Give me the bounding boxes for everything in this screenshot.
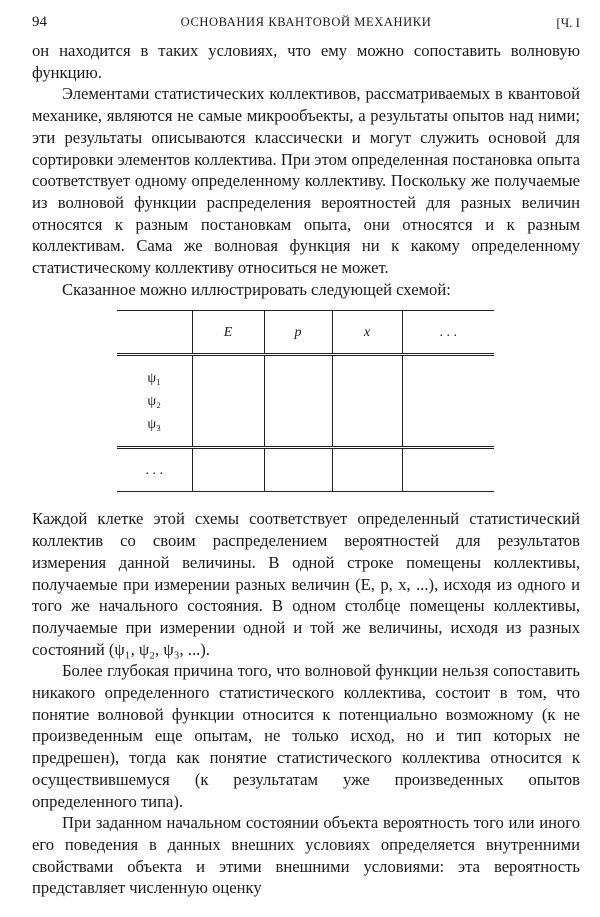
scheme-table (117, 310, 494, 492)
paragraph-1: он находится в таких условиях, что ему можно сопоставить волновую функцию. (32, 41, 580, 82)
chapter-mark: [Ч. I (556, 15, 580, 30)
paragraph-3: Сказанное можно иллюстрировать следующей схемой: (62, 279, 451, 299)
scheme-col-more: . . . (402, 311, 494, 355)
scheme-cell (332, 355, 402, 448)
paragraph-6: При заданном начальном состоянии объекта вероятность того или иного его поведения в данных внешних условиях определяется внутренними свойствами объекта и этими внешними условиями: эта вероятность представляет численную оценку (32, 813, 580, 898)
page-number: 94 (32, 14, 47, 30)
scheme-cell (192, 355, 264, 448)
scheme-col-E: E (192, 311, 264, 355)
running-header (32, 14, 580, 40)
scheme-row-more: . . . (117, 448, 192, 492)
scheme-row-psi3: ψ₃ (147, 416, 162, 432)
body-text (32, 40, 580, 899)
scheme-col-x: x (332, 311, 402, 355)
running-title: ОСНОВАНИЯ КВАНТОВОЙ МЕХАНИКИ (180, 15, 432, 29)
scheme-corner-cell (117, 311, 192, 355)
scheme-state-row (117, 355, 494, 448)
paragraph-2: Элементами статистических коллективов, рассматриваемых в квантовой механике, являются не самые микрообъекты, а результаты опытов над ними; эти результаты описываются классически и могут служить основой для сортировки элементов коллектива. При этом определенная постановка опыта соответствует одному определенному коллективу. Поскольку же получаемые из волновой функции распределения вероятностей для разных величин относятся к разным постановкам опыта, они относятся и к разным коллективам. Сама же волновая функция ни к какому определенному статистическому коллективу относиться не может. (32, 84, 580, 278)
scheme-col-p: p (264, 311, 332, 355)
paragraph-5: Более глубокая причина того, что волновой функции нельзя сопоставить никакого определенного статистического коллектива, состоит в том, что понятие волновой функции относится к потенциально возможному (к не произведенным еще опытам, не только исход, но и тип которых не предрешен), тогда как понятие статистического коллектива относится к осуществившемуся (к результатам уже произведенных опытов определенного типа). (32, 661, 580, 811)
scheme-header-row (117, 311, 494, 355)
scheme-more-row (117, 448, 494, 492)
scheme-row-psi1: ψ₁ (147, 370, 162, 386)
scheme-cell (402, 448, 494, 492)
scheme-state-labels (117, 355, 192, 448)
scheme-row-psi2: ψ₂ (147, 393, 162, 409)
scheme-figure (32, 300, 580, 508)
scheme-cell (402, 355, 494, 448)
paragraph-4: Каждой клетке этой схемы соответствует определенный статистический коллектив со своим распределением вероятностей для результатов измерения данной величины. В одной строке помещены коллективы, получаемые при измерении разных величин (E, p, x, ...), исходя из одного и того же начального состояния. В одном столбце помещены коллективы, получаемые при измерении одной и той же величины, исходя из разных состояний (ψ₁, ψ₂, ψ₃, ...). (32, 509, 580, 659)
scheme-cell (192, 448, 264, 492)
scheme-cell (264, 448, 332, 492)
scheme-cell (332, 448, 402, 492)
page (32, 14, 580, 899)
scheme-cell (264, 355, 332, 448)
